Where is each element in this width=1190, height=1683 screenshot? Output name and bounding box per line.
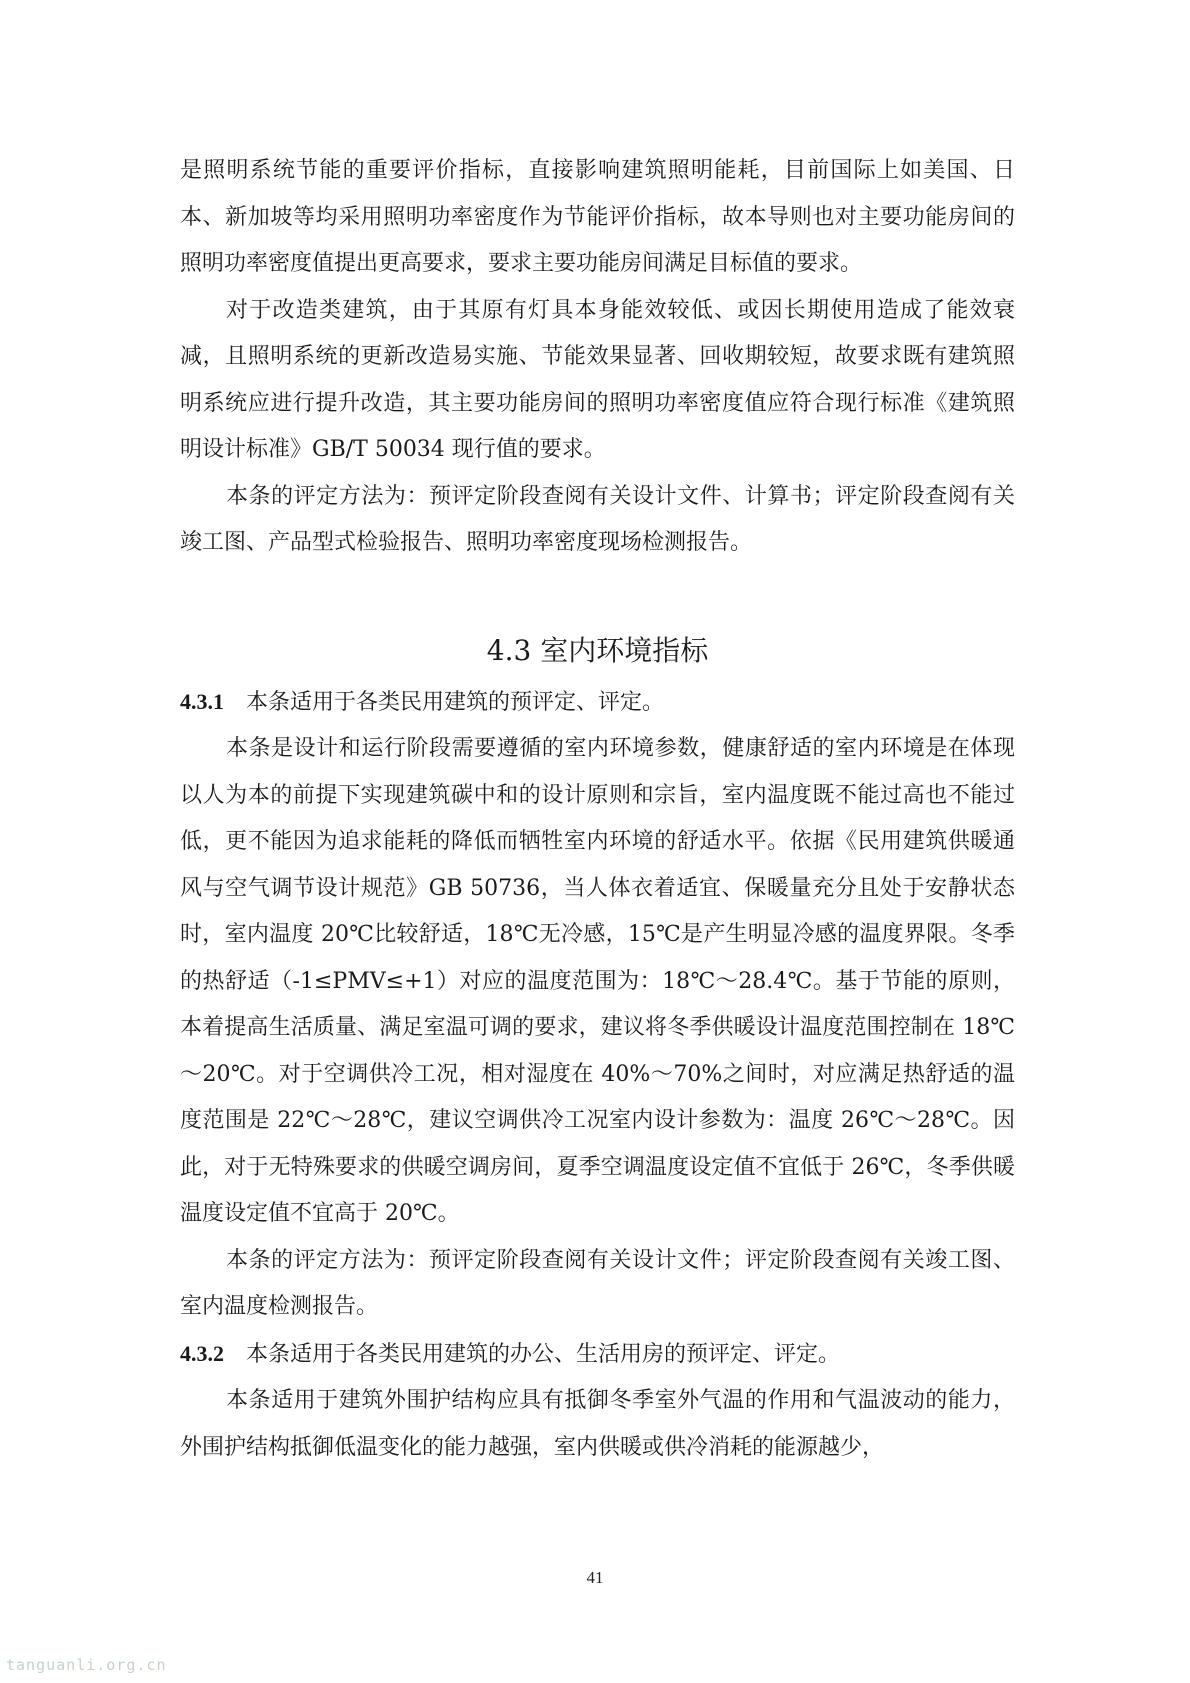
- watermark-text: tanguanli.org.cn: [6, 1656, 167, 1674]
- clause-4-3-2-heading: [180, 1331, 1015, 1379]
- clause-4-3-1-method: 本条的评定方法为：预评定阶段查阅有关设计文件；评定阶段查阅有关竣工图、室内温度检测报告。: [180, 1247, 1015, 1319]
- page-content: [180, 148, 1015, 1471]
- evaluation-method-paragraph: 本条的评定方法为：预评定阶段查阅有关设计文件、计算书；评定阶段查阅有关竣工图、产品型式检验报告、照明功率密度现场检测报告。: [180, 483, 1015, 555]
- renovation-paragraph: 对于改造类建筑，由于其原有灯具本身能效较低、或因长期使用造成了能效衰减，且照明系统的更新改造易实施、节能效果显著、回收期较短，故要求既有建筑照明系统应进行提升改造，其主要功能房间的照明功率密度值应符合现行标准《建筑照明设计标准》GB/T 50034 现行值的要求。: [180, 297, 1015, 462]
- section-heading: 4.3 室内环境指标: [486, 633, 709, 667]
- clause-4-3-1-heading: [180, 679, 1015, 727]
- clause-title: 本条适用于各类民用建筑的办公、生活用房的预评定、评定。: [246, 1341, 841, 1367]
- clause-4-3-1-body: 本条是设计和运行阶段需要遵循的室内环境参数，健康舒适的室内环境是在体现以人为本的前提下实现建筑碳中和的设计原则和宗旨，室内温度既不能过高也不能过低，更不能因为追求能耗的降低而牺牲室内环境的舒适水平。依据《民用建筑供暖通风与空气调节设计规范》GB 50736，当人体衣着适宜、保暖量充分且处于安静状态时，室内温度 20℃比较舒适，18℃无冷感，15℃是产生明显冷感的温度界限。冬季的热舒适（-1≤PMV≤+1）对应的温度范围为：18℃～28.4℃。基于节能的原则，本着提高生活质量、满足室温可调的要求，建议将冬季供暖设计温度范围控制在 18℃～20℃。对于空调供冷工况，相对湿度在 40%～70%之间时，对应满足热舒适的温度范围是 22℃～28℃，建议空调供冷工况室内设计参数为：温度 26℃～28℃。因此，对于无特殊要求的供暖空调房间，夏季空调温度设定值不宜低于 26℃，冬季供暖温度设定值不宜高于 20℃。: [180, 736, 1015, 1226]
- continued-paragraph: 是照明系统节能的重要评价指标，直接影响建筑照明能耗，目前国际上如美国、日本、新加坡等均采用照明功率密度作为节能评价指标，故本导则也对主要功能房间的照明功率密度值提出更高要求，要求主要功能房间满足目标值的要求。: [180, 158, 1015, 276]
- clause-number: 4.3.1: [180, 688, 224, 714]
- clause-title: 本条适用于各类民用建筑的预评定、评定。: [246, 689, 665, 715]
- clause-4-3-2-body: 本条适用于建筑外围护结构应具有抵御冬季室外气温的作用和气温波动的能力，外围护结构抵御低温变化的能力越强，室内供暖或供冷消耗的能源越少，: [180, 1388, 1015, 1460]
- clause-number: 4.3.2: [180, 1340, 224, 1366]
- page-number: 41: [586, 1568, 604, 1587]
